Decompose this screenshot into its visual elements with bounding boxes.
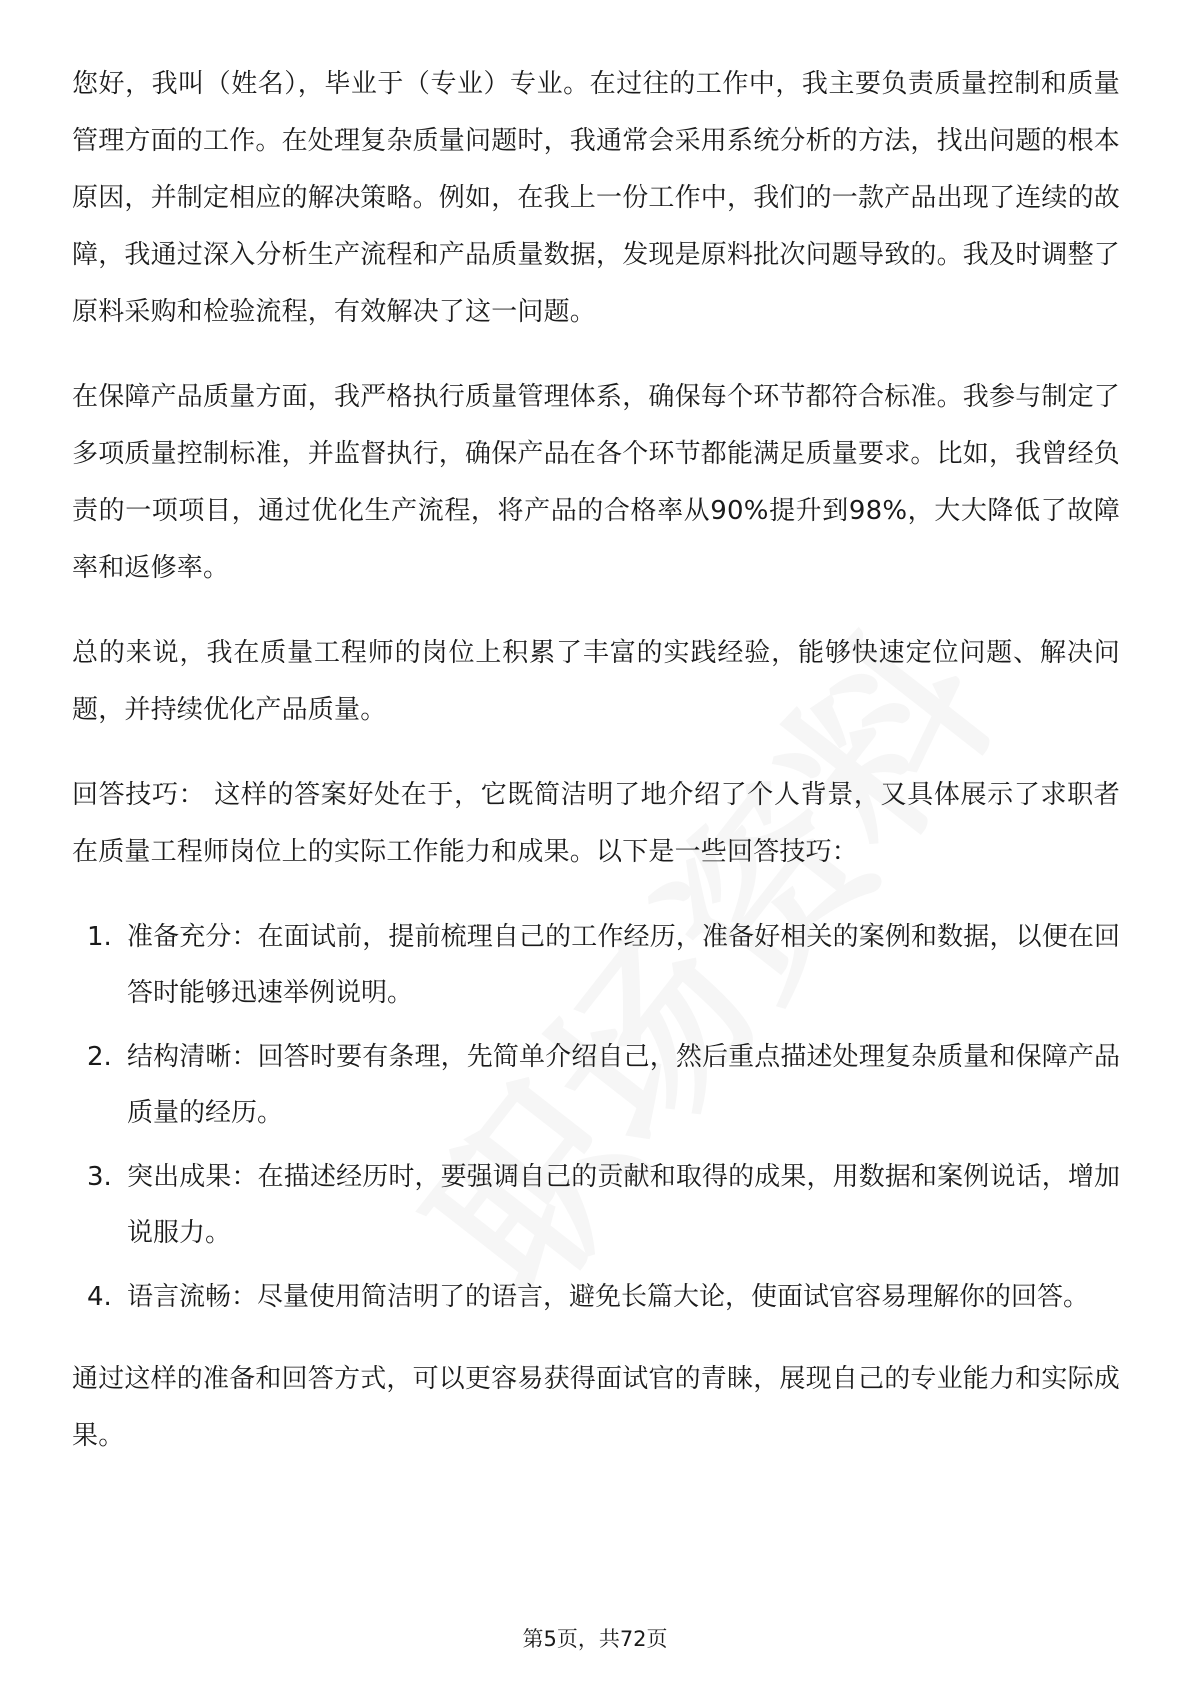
page-number-footer: 第5页，共72页 [522,1627,668,1651]
paragraph-closing: 通过这样的准备和回答方式，可以更容易获得面试官的青睐，展现自己的专业能力和实际成果。 [72,1364,1121,1451]
list-item [72,909,1120,1021]
list-item-number: 1. [87,922,112,952]
paragraph-answer-tips: 回答技巧： 这样的答案好处在于，它既简洁明了地介绍了个人背景，又具体展示了求职者在质量工程师岗位上的实际工作能力和成果。以下是一些回答技巧： [72,780,1121,867]
tips-list [72,909,1120,1325]
list-item-number: 4. [87,1282,112,1312]
list-item-text: 突出成果：在描述经历时，要强调自己的贡献和取得的成果，用数据和案例说话，增加说服力。 [127,1162,1120,1248]
list-item-text: 语言流畅：尽量使用简洁明了的语言，避免长篇大论，使面试官容易理解你的回答。 [127,1282,1090,1312]
list-item-text: 准备充分：在面试前，提前梳理自己的工作经历，准备好相关的案例和数据，以便在回答时能够迅速举例说明。 [127,922,1120,1008]
document-body [72,56,1120,1493]
list-item-number: 3. [87,1162,112,1192]
list-item [72,1269,1120,1325]
list-item [72,1029,1120,1141]
paragraph-intro: 您好，我叫（姓名），毕业于（专业）专业。在过往的工作中，我主要负责质量控制和质量管理方面的工作。在处理复杂质量问题时，我通常会采用系统分析的方法，找出问题的根本原因，并制定相应的解决策略。例如，在我上一份工作中，我们的一款产品出现了连续的故障，我通过深入分析生产流程和产品质量数据，发现是原料批次问题导致的。我及时调整了原料采购和检验流程，有效解决了这一问题。 [72,69,1121,327]
list-item-number: 2. [87,1042,112,1072]
list-item-text: 结构清晰：回答时要有条理，先简单介绍自己，然后重点描述处理复杂质量和保障产品质量的经历。 [127,1042,1120,1128]
paragraph-summary: 总的来说，我在质量工程师的岗位上积累了丰富的实践经验，能够快速定位问题、解决问题，并持续优化产品质量。 [72,638,1120,725]
paragraph-quality-assurance: 在保障产品质量方面，我严格执行质量管理体系，确保每个环节都符合标准。我参与制定了多项质量控制标准，并监督执行，确保产品在各个环节都能满足质量要求。比如，我曾经负责的一项项目，通过优化生产流程，将产品的合格率从90%提升到98%，大大降低了故障率和返修率。 [72,382,1121,583]
list-item [72,1149,1120,1261]
